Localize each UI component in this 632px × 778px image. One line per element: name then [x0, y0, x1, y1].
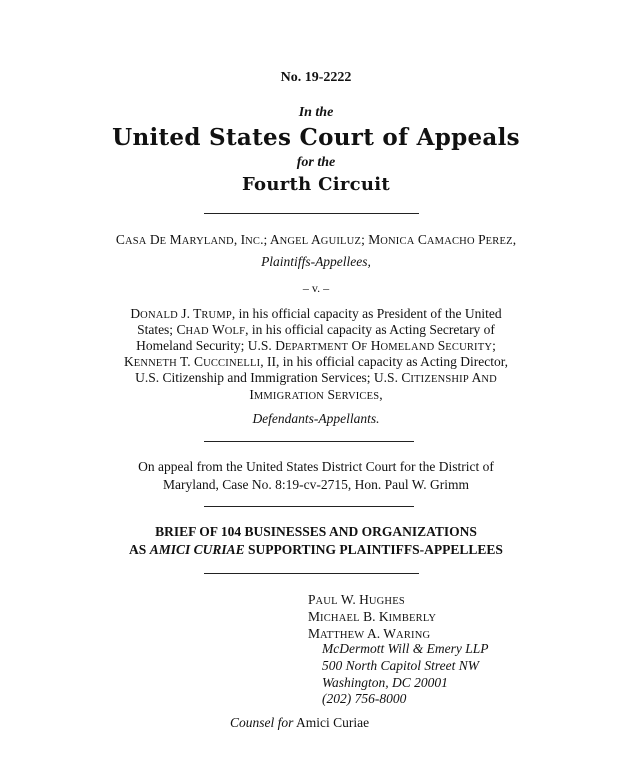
defendants-role: Defendants-Appellants.: [252, 411, 380, 426]
defendants-line-5: [0, 369, 632, 387]
caption-text: .: [187, 354, 195, 369]
court-for-the: for the: [296, 155, 336, 170]
small-caps-initial: P: [478, 232, 486, 247]
small-caps-initial: P: [308, 592, 316, 607]
brief-title-line-1: BRIEF OF 104 BUSINESSES AND ORGANIZATIONS: [155, 524, 477, 539]
small-caps-initial: S: [327, 387, 335, 402]
small-caps-rest: OLF: [224, 326, 246, 337]
small-caps-initial: C: [417, 232, 427, 247]
small-caps-rest: GUILUZ: [320, 236, 362, 247]
small-caps-initial: O: [351, 338, 362, 353]
small-caps-initial: D: [149, 232, 160, 247]
plaintiffs-names: [0, 231, 632, 249]
small-caps-rest: ARYLAND: [181, 236, 234, 247]
small-caps-initial: A: [269, 232, 280, 247]
small-caps-initial: I: [240, 232, 246, 247]
divider-rule: [204, 441, 414, 442]
small-caps-initial: C: [115, 232, 125, 247]
caption-text: Homeland Security; U.S.: [136, 338, 276, 353]
firm-phone: (202) 756-8000: [322, 691, 407, 706]
small-caps-initial: W: [340, 592, 353, 607]
caption-text: ,: [512, 232, 517, 247]
small-caps-initial: D: [275, 338, 285, 353]
small-caps-initial: K: [378, 609, 389, 624]
attorney-name: [308, 591, 405, 609]
docket-number: No. 19-2222: [280, 70, 352, 85]
small-caps-rest: E: [159, 236, 167, 247]
small-caps-initial: S: [437, 338, 446, 353]
small-caps-initial: K: [123, 354, 134, 369]
small-caps-initial: D: [130, 306, 141, 321]
small-caps-initial: M: [308, 626, 321, 641]
caption-text: ;: [492, 338, 496, 353]
small-caps-initial: T: [180, 354, 188, 369]
caption-text: , in his official capacity as Acting Secretary of: [245, 322, 495, 337]
small-caps-initial: C: [194, 354, 204, 369]
firm-street: 500 North Capitol Street NW: [322, 658, 480, 673]
small-caps-initial: I: [249, 387, 254, 402]
small-caps-rest: ND: [481, 374, 497, 385]
counsel-for-party: Amici Curiae: [293, 715, 370, 730]
divider-rule: [204, 506, 414, 507]
brief-title-as: AS: [129, 542, 150, 557]
caption-text: .;: [260, 232, 270, 247]
brief-title-line-2: [0, 542, 632, 558]
small-caps-initial: M: [368, 232, 381, 247]
small-caps-rest: ITIZENSHIP: [410, 374, 469, 385]
caption-text: States;: [137, 322, 177, 337]
small-caps-initial: C: [401, 370, 411, 385]
small-caps-rest: ASA: [124, 236, 147, 247]
small-caps-rest: EREZ: [485, 236, 513, 247]
small-caps-initial: C: [176, 322, 186, 337]
court-in-the: In the: [298, 105, 334, 120]
defendants-line-6: [0, 386, 632, 404]
small-caps-initial: M: [169, 232, 182, 247]
caption-text: ;: [361, 232, 369, 247]
small-caps-rest: ATTHEW: [320, 630, 365, 641]
firm-name: McDermott Will & Emery LLP: [322, 641, 489, 656]
small-caps-initial: A: [367, 626, 377, 641]
small-caps-rest: EPARTMENT: [284, 342, 349, 353]
plaintiffs-role: Plaintiffs-Appellees,: [261, 254, 371, 269]
counsel-for-label: Counsel for: [230, 715, 294, 730]
small-caps-initial: H: [370, 338, 381, 353]
small-caps-rest: ONALD: [140, 310, 178, 321]
small-caps-rest: OMELAND: [380, 342, 435, 353]
small-caps-rest: RUMP: [201, 310, 232, 321]
small-caps-rest: ICHAEL: [320, 613, 360, 624]
small-caps-initial: A: [311, 232, 321, 247]
small-caps-rest: UGHES: [368, 596, 405, 607]
small-caps-rest: NGEL: [279, 236, 309, 247]
small-caps-rest: ONICA: [380, 236, 415, 247]
small-caps-rest: F: [361, 342, 368, 353]
caption-text: ,: [379, 387, 383, 402]
small-caps-initial: J: [181, 306, 187, 321]
small-caps-rest: ECURITY: [445, 342, 493, 353]
caption-text: , II, in his official capacity as Acting Director,: [260, 354, 509, 369]
caption-text: , in his official capacity as President of the United: [231, 306, 502, 321]
small-caps-rest: ERVICES: [334, 391, 380, 402]
appeal-line-2: Maryland, Case No. 8:19-cv-2715, Hon. Paul W. Grimm: [163, 477, 469, 492]
small-caps-rest: UCCINELLI: [203, 358, 261, 369]
small-caps-rest: AMACHO: [426, 236, 475, 247]
small-caps-initial: M: [308, 609, 321, 624]
brief-title-supporting: SUPPORTING PLAINTIFFS-APPELLEES: [244, 542, 503, 557]
counsel-for: [230, 715, 369, 731]
small-caps-rest: ENNETH: [133, 358, 177, 369]
divider-rule: [204, 573, 419, 574]
caption-text: .: [372, 609, 379, 624]
caption-text: .: [352, 592, 360, 607]
caption-text: .: [376, 626, 384, 641]
small-caps-initial: W: [383, 626, 397, 641]
versus-label: – v. –: [302, 281, 330, 295]
small-caps-initial: A: [471, 370, 482, 385]
small-caps-initial: T: [193, 306, 202, 321]
small-caps-rest: HAD: [185, 326, 209, 337]
small-caps-initial: B: [363, 609, 373, 624]
small-caps-rest: IMBERLY: [388, 613, 437, 624]
small-caps-rest: ARING: [396, 630, 431, 641]
small-caps-initial: H: [359, 592, 369, 607]
small-caps-rest: AUL: [315, 596, 338, 607]
small-caps-rest: NC: [245, 236, 261, 247]
court-name: United States Court of Appeals: [112, 124, 520, 151]
brief-title-amici: AMICI CURIAE: [149, 542, 245, 557]
caption-text: ,: [233, 232, 241, 247]
caption-text: .: [186, 306, 194, 321]
court-circuit: Fourth Circuit: [241, 174, 391, 195]
small-caps-rest: MMIGRATION: [253, 391, 325, 402]
divider-rule: [204, 213, 419, 214]
appeal-line-1: On appeal from the United States District Court for the District of: [138, 459, 494, 474]
firm-city: Washington, DC 20001: [322, 675, 448, 690]
caption-text: U.S. Citizenship and Immigration Services; U.S.: [135, 370, 402, 385]
small-caps-initial: W: [211, 322, 225, 337]
attorney-name: [308, 608, 436, 626]
